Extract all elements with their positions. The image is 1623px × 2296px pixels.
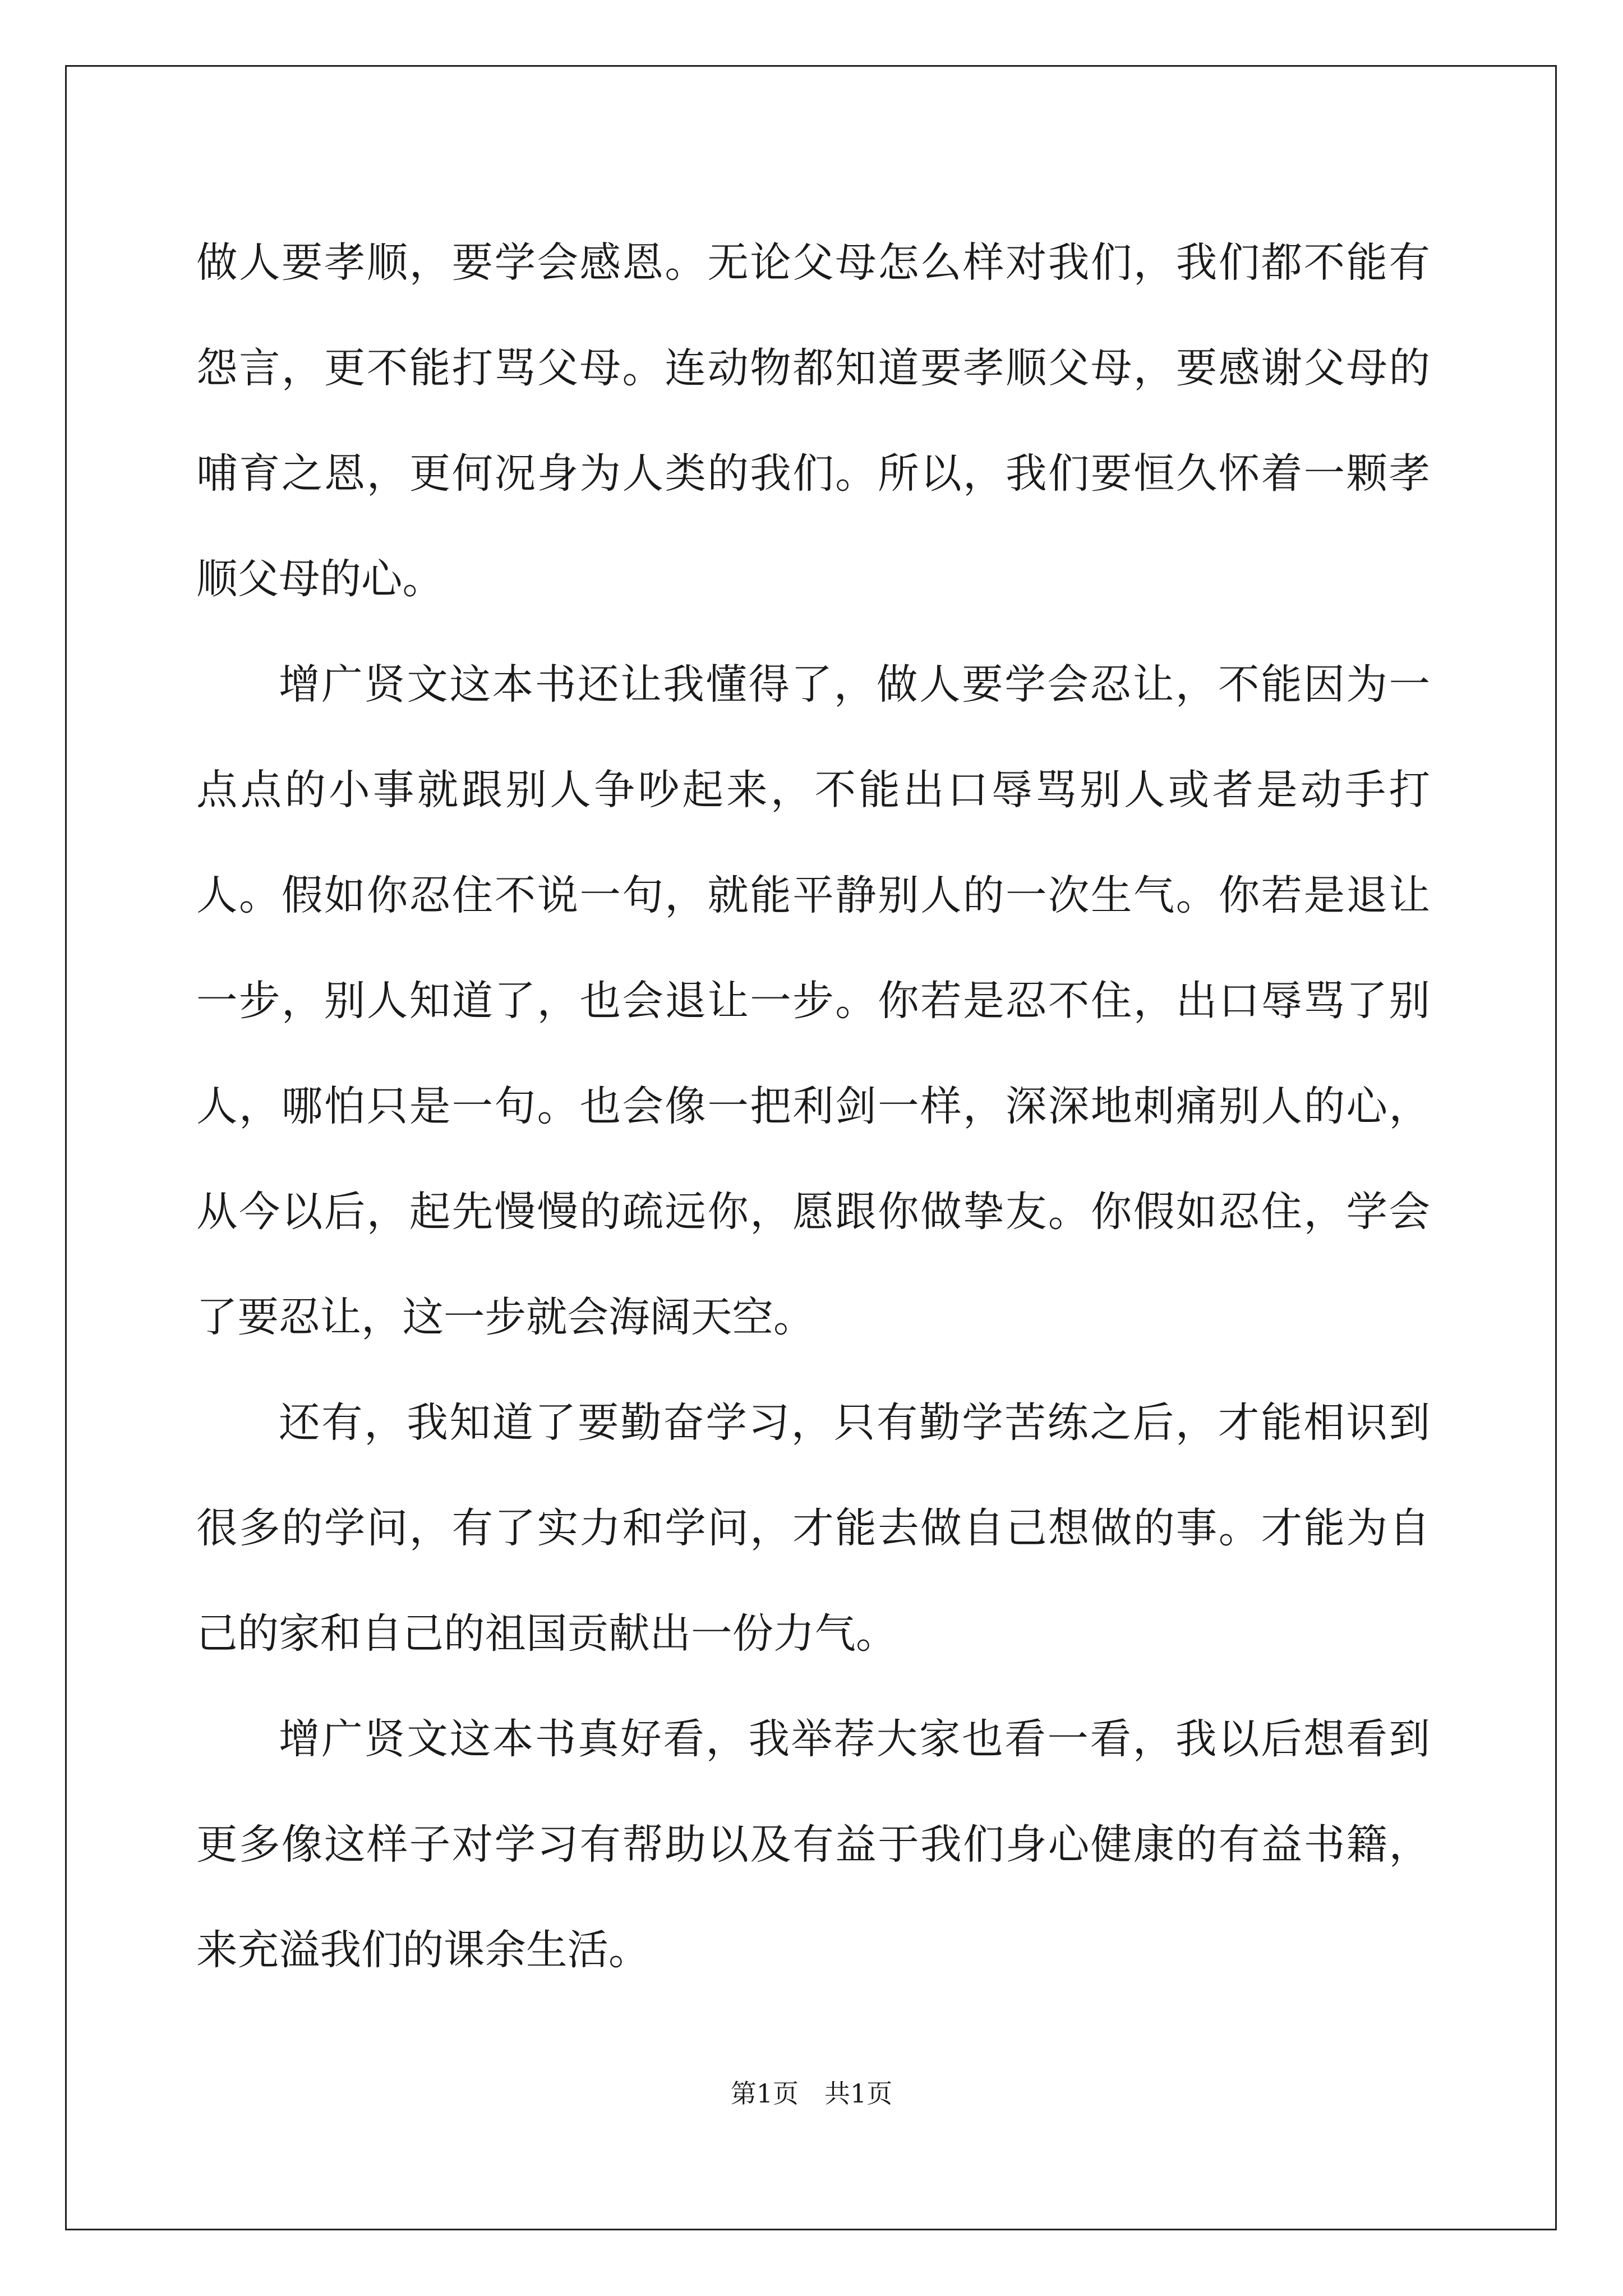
page-number-footer: 第1页 共1页 bbox=[730, 2078, 893, 2109]
paragraph-4: 增广贤文这本书真好看，我举荐大家也看一看，我以后想看到更多像这样子对学习有帮助以及有益于我们身心健康的有益书籍，来充溢我们的课余生活。 bbox=[196, 1715, 1430, 1974]
paragraph-3: 还有，我知道了要勤奋学习，只有勤学苦练之后，才能相识到很多的学问，有了实力和学问，才能去做自己想做的事。才能为自己的家和自己的祖国贡献出一份力气。 bbox=[196, 1399, 1430, 1658]
paragraph-1: 做人要孝顺，要学会感恩。无论父母怎么样对我们，我们都不能有怨言，更不能打骂父母。连动物都知道要孝顺父母，要感谢父母的哺育之恩，更何况身为人类的我们。所以，我们要恒久怀着一颗孝顺父母的心。 bbox=[196, 239, 1430, 603]
document-body bbox=[196, 210, 1430, 2003]
paragraph-2: 增广贤文这本书还让我懂得了，做人要学会忍让，不能因为一点点的小事就跟别人争吵起来，不能出口辱骂别人或者是动手打人。假如你忍住不说一句，就能平静别人的一次生气。你若是退让一步，别人知道了，也会退让一步。你若是忍不住，出口辱骂了别人，哪怕只是一句。也会像一把利剑一样，深深地刺痛别人的心，从今以后，起先慢慢的疏远你，愿跟你做挚友。你假如忍住，学会了要忍让，这一步就会海阔天空。 bbox=[196, 661, 1430, 1341]
